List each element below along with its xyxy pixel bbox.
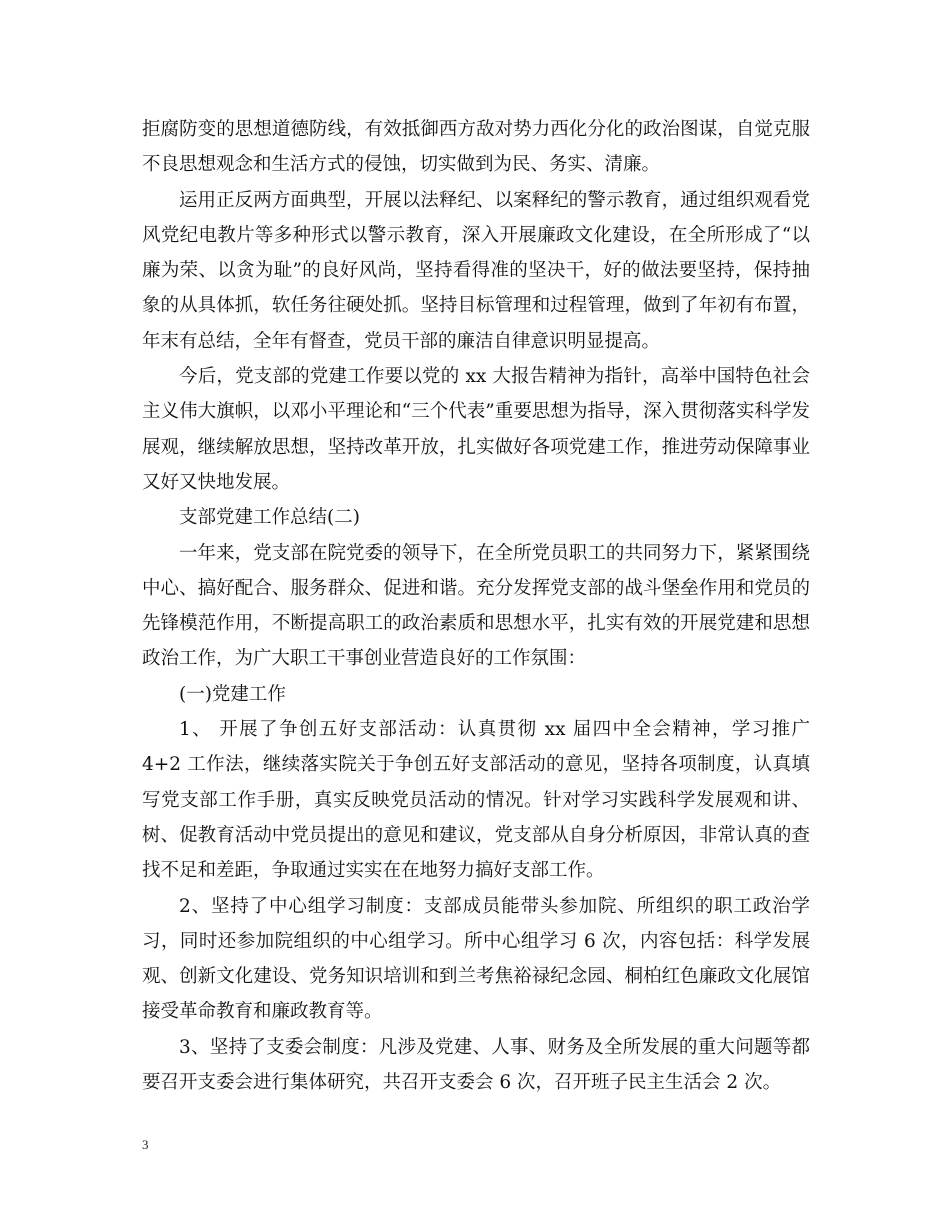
page-number: 3: [142, 1137, 149, 1152]
document-body: [142, 112, 810, 1100]
paragraph: 3、坚持了支委会制度：凡涉及党建、人事、财务及全所发展的重大问题等都要召开支委会进行集体研究，共召开支委会 6 次，召开班子民主生活会 2 次。: [142, 1036, 810, 1094]
paragraph: 1、 开展了争创五好支部活动：认真贯彻 xx 届四中全会精神，学习推广 4+2 工作法，继续落实院关于争创五好支部活动的意见，坚持各项制度，认真填写党支部工作手册，真实反映党员活动的情况。针对学习实践科学发展观和讲、树、促教育活动中党员提出的意见和建议，党支部从自身分析原因，非常认真的查找不足和差距，争取通过实实在在地努力搞好支部工作。: [142, 719, 810, 882]
paragraph: 运用正反两方面典型，开展以法释纪、以案释纪的警示教育，通过组织观看党风党纪电教片等多种形式以警示教育，深入开展廉政文化建设，在全所形成了“以廉为荣、以贪为耻”的良好风尚，坚持看得准的坚决干，好的做法要坚持，保持抽象的从具体抓，软任务往硬处抓。坚持目标管理和过程管理，做到了年初有布置，年末有总结，全年有督查，党员干部的廉洁自律意识明显提高。: [142, 189, 810, 352]
paragraph: 一年来，党支部在院党委的领导下，在全所党员职工的共同努力下，紧紧围绕中心、搞好配合、服务群众、促进和谐。充分发挥党支部的战斗堡垒作用和党员的先锋模范作用，不断提高职工的政治素质和思想水平，扎实有效的开展党建和思想政治工作，为广大职工干事创业营造良好的工作氛围：: [142, 542, 810, 670]
subsection-heading: (一)党建工作: [179, 683, 286, 705]
section-heading: 支部党建工作总结(二): [179, 507, 360, 529]
paragraph: 拒腐防变的思想道德防线，有效抵御西方敌对势力西化分化的政治图谋，自觉克服不良思想观念和生活方式的侵蚀，切实做到为民、务实、清廉。: [142, 119, 810, 176]
paragraph: 今后，党支部的党建工作要以党的 xx 大报告精神为指针，高举中国特色社会主义伟大旗帜，以邓小平理论和“三个代表”重要思想为指导，深入贯彻落实科学发展观，继续解放思想，坚持改革开放，扎实做好各项党建工作，推进劳动保障事业又好又快地发展。: [142, 366, 810, 493]
paragraph: 2、坚持了中心组学习制度：支部成员能带头参加院、所组织的职工政治学习，同时还参加院组织的中心组学习。所中心组学习 6 次，内容包括：科学发展观、创新文化建设、党务知识培训和到兰考焦裕禄纪念园、桐柏红色廉政文化展馆接受革命教育和廉政教育等。: [142, 895, 810, 1023]
